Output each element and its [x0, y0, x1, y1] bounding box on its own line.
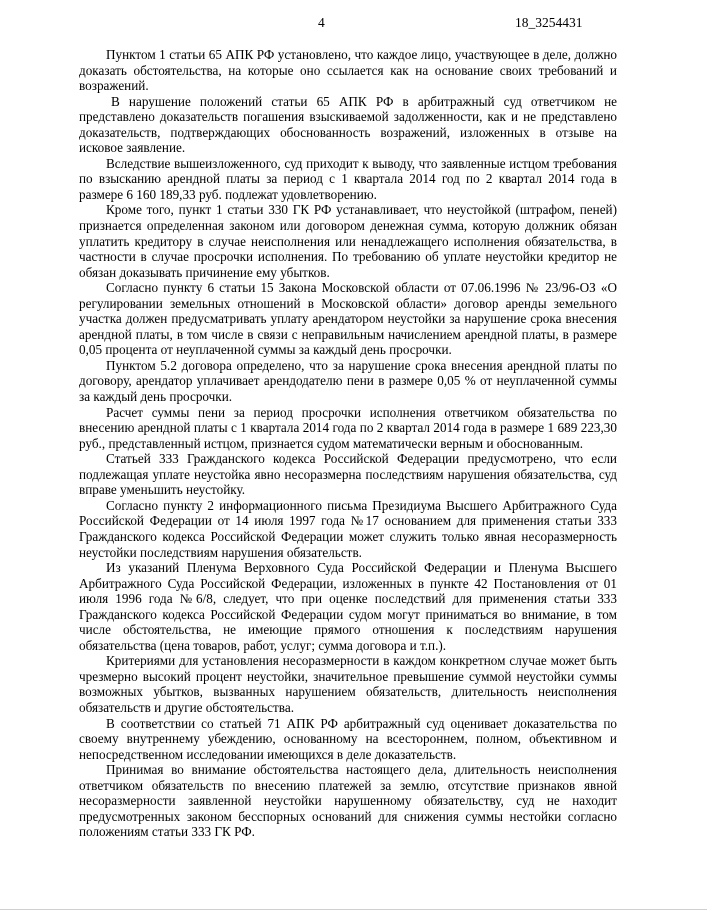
page-bottom-divider [0, 909, 707, 910]
page-header [0, 14, 707, 32]
paragraph: Статьей 333 Гражданского кодекса Российской Федерации предусмотрено, что если подлежащая уплате неустойка явно несоразмерна последствиям нарушения обязательства, суд вправе уменьшить неустойку. [79, 451, 617, 498]
paragraph: Принимая во внимание обстоятельства настоящего дела, длительность неисполнения ответчиком обязательств по внесению платежей за землю, отсутствие признаков явной несоразмерности заявленной неустойки нарушенному обязательству, суд не находит предусмотренных законом бесспорных оснований для снижения суммы нестойки согласно положениям статьи 333 ГК РФ. [79, 762, 617, 840]
paragraph: Из указаний Пленума Верховного Суда Российской Федерации и Пленума Высшего Арбитражного Суда Российской Федерации, изложенных в пункте 42 Постановления от 01 июля 1996 года №6/8, следует, что при оценке последствий для применения статьи 333 Гражданского кодекса Российской Федерации судом могут приниматься во внимание, в том числе обстоятельства, не имеющие прямого отношения к последствиям нарушения обязательства (цена товаров, работ, услуг; сумма договора и т.п.). [79, 560, 617, 653]
case-number: 18_3254431 [515, 15, 583, 30]
paragraph: Согласно пункту 2 информационного письма Президиума Высшего Арбитражного Суда Российской Федерации от 14 июля 1997 года №17 основанием для применения статьи 333 Гражданского кодекса Российской Федерации может служить только явная несоразмерность неустойки последствиям нарушения обязательств. [79, 497, 617, 560]
paragraph: Критериями для установления несоразмерности в каждом конкретном случае может быть чрезмерно высокий процент неустойки, значительное превышение суммой неустойки суммы возможных убытков, вызванных нарушением обязательств, длительность неисполнения обязательств и другие обстоятельства. [79, 653, 617, 715]
page-number: 4 [318, 15, 325, 30]
paragraph: Кроме того, пункт 1 статьи 330 ГК РФ устанавливает, что неустойкой (штрафом, пеней) признается определенная законом или договором денежная сумма, которую должник обязан уплатить кредитору в случае неисполнения или ненадлежащего исполнения обязательства, в частности в случае просрочки исполнения. По требованию об уплате неустойки кредитор не обязан доказывать причинение ему убытков. [79, 202, 617, 280]
paragraph: Пунктом 1 статьи 65 АПК РФ установлено, что каждое лицо, участвующее в деле, должно доказать обстоятельства, на которые оно ссылается как на основание своих требований и возражений. [79, 47, 617, 94]
paragraph: Согласно пункту 6 статьи 15 Закона Московской области от 07.06.1996 № 23/96-ОЗ «О регулировании земельных отношений в Московской области» договор аренды земельного участка должен предусматривать уплату арендатором неустойки за нарушение срока внесения арендной платы, в том числе в связи с неправильным начислением арендной платы, в размере 0,05 процента от неуплаченной суммы за каждый день просрочки. [79, 280, 617, 358]
document-body [79, 47, 617, 840]
paragraph: Вследствие вышеизложенного, суд приходит к выводу, что заявленные истцом требования по взысканию арендной платы за период с 1 квартала 2014 год по 2 квартал 2014 года в размере 6 160 189,33 руб. подлежат удовлетворению. [79, 155, 617, 202]
paragraph: В нарушение положений статьи 65 АПК РФ в арбитражный суд ответчиком не представлено доказательств погашения взыскиваемой задолженности, как и не представлено доказательств, подтверждающих обоснованность возражений, изложенных в отзыве на исковое заявление. [79, 93, 617, 156]
paragraph: Пунктом 5.2 договора определено, что за нарушение срока внесения арендной платы по договору, арендатор уплачивает арендодателю пени в размере 0,05 % от неуплаченной суммы за каждый день просрочки. [79, 357, 617, 405]
paragraph: В соответствии со статьей 71 АПК РФ арбитражный суд оценивает доказательства по своему внутреннему убеждению, основанному на всестороннем, полном, объективном и непосредственном исследовании имеющихся в деле доказательств. [79, 715, 617, 762]
paragraph: Расчет суммы пени за период просрочки исполнения ответчиком обязательства по внесению арендной платы с 1 квартала 2014 года по 2 квартал 2014 года в размере 1 689 223,30 руб., представленный истцом, признается судом математически верным и обоснованным. [79, 404, 617, 451]
